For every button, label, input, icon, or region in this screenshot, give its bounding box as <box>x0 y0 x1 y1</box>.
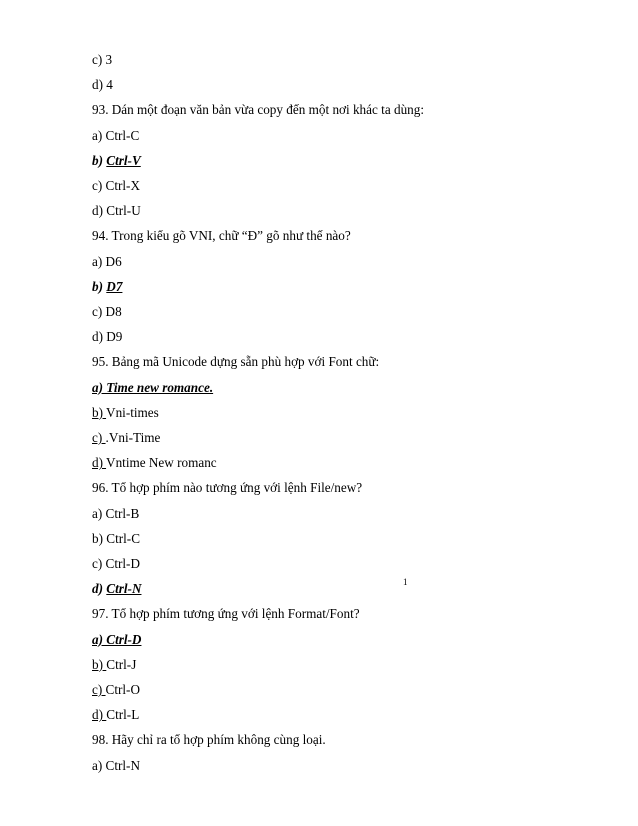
text-line: a) Time new romance. <box>92 379 214 395</box>
text-line: b) Ctrl-V <box>92 152 141 168</box>
text-line: d) Ctrl-N <box>92 581 142 597</box>
text-line: d) D9 <box>92 329 123 345</box>
text-line: a) Ctrl-C <box>92 127 140 143</box>
text-line: d) 4 <box>92 77 113 93</box>
text-line: a) Ctrl-D <box>92 631 142 647</box>
text-line: b) D7 <box>92 278 123 294</box>
text-line: 96. Tổ hợp phím nào tương ứng với lệnh File/new? <box>92 480 363 496</box>
text-line: c) Ctrl-X <box>92 178 140 193</box>
text-line: 93. Dán một đoạn văn bản vừa copy đến một nơi khác ta dùng: <box>92 102 425 118</box>
text-line: c) .Vni-Time <box>92 430 161 445</box>
text-line: d) Ctrl-L <box>92 707 140 723</box>
text-line: 98. Hãy chỉ ra tổ hợp phím không cùng loại. <box>92 732 326 748</box>
text-line: b) Ctrl-J <box>92 656 137 672</box>
text-line: c) 3 <box>92 52 113 67</box>
text-line: c) Ctrl-D <box>92 556 140 571</box>
text-line: 97. Tổ hợp phím tương ứng với lệnh Format/Font? <box>92 606 360 622</box>
text-line: b) Ctrl-C <box>92 530 140 546</box>
text-line: 95. Bảng mã Unicode dựng sẵn phù hợp với Font chữ: <box>92 354 380 370</box>
text-line: c) D8 <box>92 304 122 319</box>
text-line: c) Ctrl-O <box>92 682 140 697</box>
text-line: a) D6 <box>92 253 122 269</box>
text-line: a) Ctrl-N <box>92 757 140 773</box>
text-line: 94. Trong kiểu gõ VNI, chữ “Đ” gõ như thế nào? <box>92 228 351 244</box>
text-line: b) Vni-times <box>92 404 159 420</box>
text-line: d) Vntime New romanc <box>92 455 217 471</box>
text-line: d) Ctrl-U <box>92 203 141 219</box>
text-line: a) Ctrl-B <box>92 505 140 521</box>
page-number: 1 <box>403 577 408 587</box>
